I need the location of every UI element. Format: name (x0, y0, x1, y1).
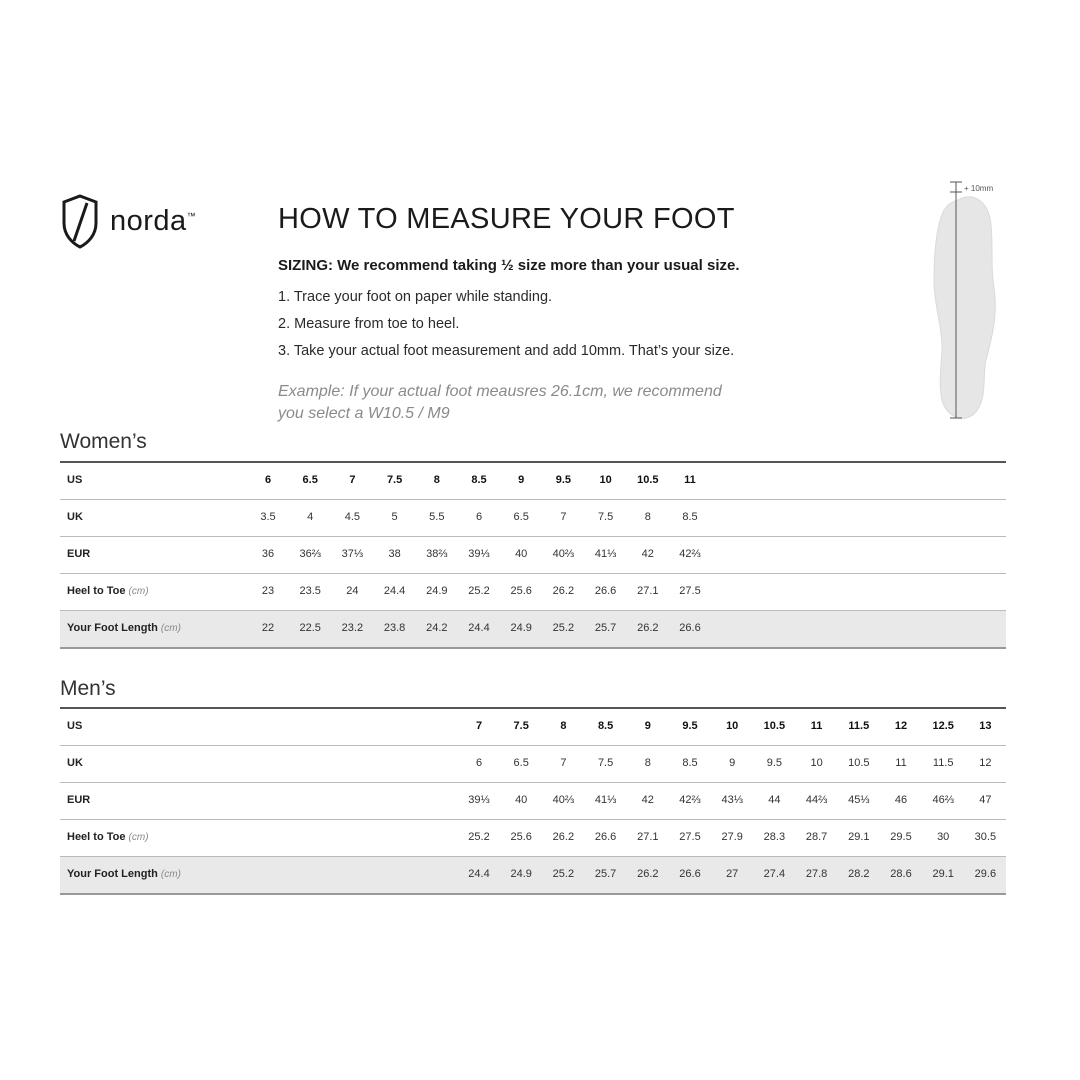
foot-margin-label: + 10mm (964, 184, 994, 193)
row-label-text: Your Foot Length (67, 622, 158, 634)
table-cell: 12.5 (932, 720, 954, 732)
shield-logo-icon (60, 193, 100, 249)
table-cell: 7 (475, 720, 483, 732)
table-cell: 8 (644, 511, 651, 523)
brand-logo (60, 193, 196, 249)
table-cell: 7.5 (513, 720, 529, 732)
table-cell: 42 (641, 548, 654, 560)
table-cell: 38 (388, 548, 401, 560)
table-cell: 7.5 (597, 511, 614, 523)
table-cell: 24.2 (426, 622, 448, 634)
table-cell: 38⅔ (426, 548, 448, 560)
table-row (60, 463, 1006, 500)
table-cell: 11 (684, 474, 696, 486)
sizing-recommendation: SIZING: We recommend taking ½ size more than your usual size. (278, 257, 740, 274)
row-label (67, 720, 82, 732)
table-row (60, 537, 1006, 574)
table-cell: 5.5 (429, 511, 445, 523)
table-cell: 7 (349, 474, 356, 486)
row-label-text: EUR (67, 548, 91, 560)
table-cell: 27.4 (763, 868, 786, 880)
table-cell: 8 (560, 720, 567, 732)
table-cell: 8 (644, 757, 651, 769)
table-cell: 27.5 (679, 831, 701, 843)
table-cell: 22 (261, 622, 275, 634)
table-cell: 27.5 (679, 585, 701, 597)
row-label-text: Heel to Toe (67, 585, 126, 597)
table-cell: 40⅔ (552, 548, 575, 560)
table-cell: 41⅓ (594, 548, 617, 560)
table-cell: 9 (518, 474, 525, 486)
table-cell: 8.5 (597, 720, 614, 732)
row-label (67, 868, 181, 880)
table-cell: 27 (726, 868, 739, 880)
mens-size-table (60, 707, 1006, 895)
table-cell: 10 (810, 757, 823, 769)
table-cell: 7 (560, 757, 567, 769)
table-cell: 3.5 (260, 511, 276, 523)
table-cell: 13 (979, 720, 992, 732)
table-cell: 29.1 (932, 868, 954, 880)
table-cell: 26.2 (552, 831, 575, 843)
table-cell: 7.5 (386, 474, 403, 486)
table-cell: 9.5 (555, 474, 572, 486)
table-cell: 40⅔ (552, 794, 575, 806)
row-label-text: US (67, 474, 83, 486)
table-cell: 11 (810, 720, 823, 732)
table-row (60, 611, 1006, 649)
table-cell: 6 (475, 511, 483, 523)
table-cell: 28.2 (848, 868, 870, 880)
table-cell: 37⅓ (341, 548, 364, 560)
table-cell: 44 (768, 794, 781, 806)
womens-section-title: Women’s (60, 430, 147, 453)
table-cell: 9.5 (766, 757, 783, 769)
table-cell: 28.3 (763, 831, 786, 843)
table-cell: 28.7 (805, 831, 828, 843)
row-unit: (cm) (160, 623, 181, 634)
row-unit: (cm) (160, 869, 181, 880)
table-cell: 36 (261, 548, 275, 560)
foot-outline-icon (928, 178, 1013, 423)
table-cell: 24.9 (510, 622, 532, 634)
table-cell: 10 (726, 720, 739, 732)
table-cell: 46 (894, 794, 908, 806)
table-cell: 25.6 (510, 585, 532, 597)
measure-steps (278, 289, 734, 370)
table-cell: 10.5 (637, 474, 659, 486)
table-cell: 4 (307, 511, 314, 523)
table-cell: 24 (346, 585, 359, 597)
table-cell: 46⅔ (932, 794, 954, 806)
table-cell: 12 (979, 757, 992, 769)
table-cell: 26.6 (679, 868, 701, 880)
table-cell: 10.5 (848, 757, 870, 769)
row-label-text: UK (67, 757, 83, 769)
table-cell: 8.5 (471, 474, 487, 486)
table-cell: 6 (264, 474, 272, 486)
table-cell: 8.5 (682, 757, 698, 769)
row-label-text: EUR (67, 794, 91, 806)
table-cell: 28.6 (890, 868, 912, 880)
mens-section-title: Men’s (60, 677, 116, 700)
table-cell: 24.4 (468, 622, 490, 634)
table-cell: 10.5 (763, 720, 786, 732)
table-row (60, 746, 1006, 783)
table-cell: 29.5 (890, 831, 912, 843)
table-cell: 25.2 (552, 622, 575, 634)
trademark-mark: ™ (186, 210, 197, 221)
table-cell: 27.9 (721, 831, 743, 843)
table-cell: 26.2 (552, 585, 575, 597)
table-cell: 24.4 (383, 585, 406, 597)
step-item: 3. Take your actual foot measurement and add 10mm. That’s your size. (278, 343, 735, 359)
table-cell: 26.6 (594, 585, 617, 597)
row-unit: (cm) (128, 586, 149, 597)
table-row (60, 709, 1006, 746)
table-cell: 22.5 (299, 622, 321, 634)
step-item: 1. Trace your foot on paper while standing. (278, 289, 553, 305)
table-cell: 30.5 (974, 831, 997, 843)
table-cell: 9 (729, 757, 736, 769)
table-cell: 23 (261, 585, 275, 597)
table-cell: 24.4 (468, 868, 490, 880)
row-label-text: Your Foot Length (67, 868, 158, 880)
table-cell: 36⅔ (299, 548, 321, 560)
table-cell: 41⅓ (594, 794, 617, 806)
table-cell: 43⅓ (721, 794, 743, 806)
table-cell: 9.5 (682, 720, 698, 732)
table-row (60, 574, 1006, 611)
table-cell: 6.5 (302, 474, 318, 486)
table-cell: 24.9 (426, 585, 448, 597)
table-cell: 25.2 (552, 868, 575, 880)
table-row (60, 820, 1006, 857)
table-cell: 4.5 (344, 511, 361, 523)
row-label-text: US (67, 720, 83, 732)
table-cell: 7.5 (597, 757, 614, 769)
table-cell: 11 (895, 757, 907, 769)
table-cell: 23.8 (383, 622, 406, 634)
table-cell: 6.5 (513, 511, 529, 523)
row-label (67, 511, 83, 523)
table-cell: 25.6 (510, 831, 532, 843)
row-label-text: UK (67, 511, 83, 523)
row-label (67, 474, 82, 486)
table-cell: 29.6 (974, 868, 997, 880)
row-label (67, 831, 149, 843)
table-cell: 39⅓ (468, 794, 490, 806)
table-row (60, 857, 1006, 895)
table-cell: 25.2 (468, 585, 490, 597)
example-note (278, 381, 798, 425)
table-cell: 44⅔ (805, 794, 828, 806)
row-label (67, 548, 90, 560)
table-cell: 6.5 (513, 757, 529, 769)
row-label (67, 622, 181, 634)
table-cell: 47 (979, 794, 992, 806)
row-label (67, 794, 90, 806)
brand-name: norda™ (110, 204, 197, 237)
table-cell: 27.1 (637, 585, 659, 597)
table-cell: 40 (515, 548, 528, 560)
table-cell: 39⅓ (468, 548, 490, 560)
table-cell: 42⅔ (679, 794, 701, 806)
table-cell: 10 (599, 474, 612, 486)
table-cell: 5 (391, 511, 398, 523)
table-row (60, 500, 1006, 537)
table-cell: 26.6 (594, 831, 617, 843)
table-cell: 25.2 (468, 831, 490, 843)
page-title: HOW TO MEASURE YOUR FOOT (278, 203, 735, 235)
table-cell: 8 (433, 474, 440, 486)
table-cell: 25.7 (594, 622, 617, 634)
table-cell: 30 (937, 831, 950, 843)
row-label (67, 585, 149, 597)
table-cell: 24.9 (510, 868, 532, 880)
row-label (67, 757, 83, 769)
table-cell: 26.2 (637, 868, 659, 880)
example-line-1: Example: If your actual foot meausres 26.1cm, we recommend (278, 383, 722, 400)
table-cell: 42⅔ (679, 548, 701, 560)
table-cell: 40 (515, 794, 528, 806)
table-cell: 29.1 (848, 831, 870, 843)
table-cell: 25.7 (594, 868, 617, 880)
step-item: 2. Measure from toe to heel. (278, 316, 460, 332)
table-cell: 26.2 (637, 622, 659, 634)
table-cell: 12 (894, 720, 908, 732)
table-cell: 11.5 (848, 720, 870, 732)
table-cell: 11.5 (932, 757, 954, 769)
example-line-2: you select a W10.5 / M9 (278, 405, 450, 422)
table-cell: 23.5 (299, 585, 321, 597)
table-cell: 27.8 (805, 868, 828, 880)
table-cell: 27.1 (637, 831, 659, 843)
table-row (60, 783, 1006, 820)
table-cell: 9 (644, 720, 651, 732)
table-cell: 42 (641, 794, 654, 806)
row-unit: (cm) (128, 832, 149, 843)
table-cell: 6 (475, 757, 483, 769)
table-cell: 23.2 (341, 622, 364, 634)
row-label-text: Heel to Toe (67, 831, 126, 843)
table-cell: 7 (560, 511, 567, 523)
table-cell: 26.6 (679, 622, 701, 634)
table-cell: 8.5 (682, 511, 698, 523)
womens-size-table (60, 461, 1006, 649)
table-cell: 45⅓ (848, 794, 870, 806)
